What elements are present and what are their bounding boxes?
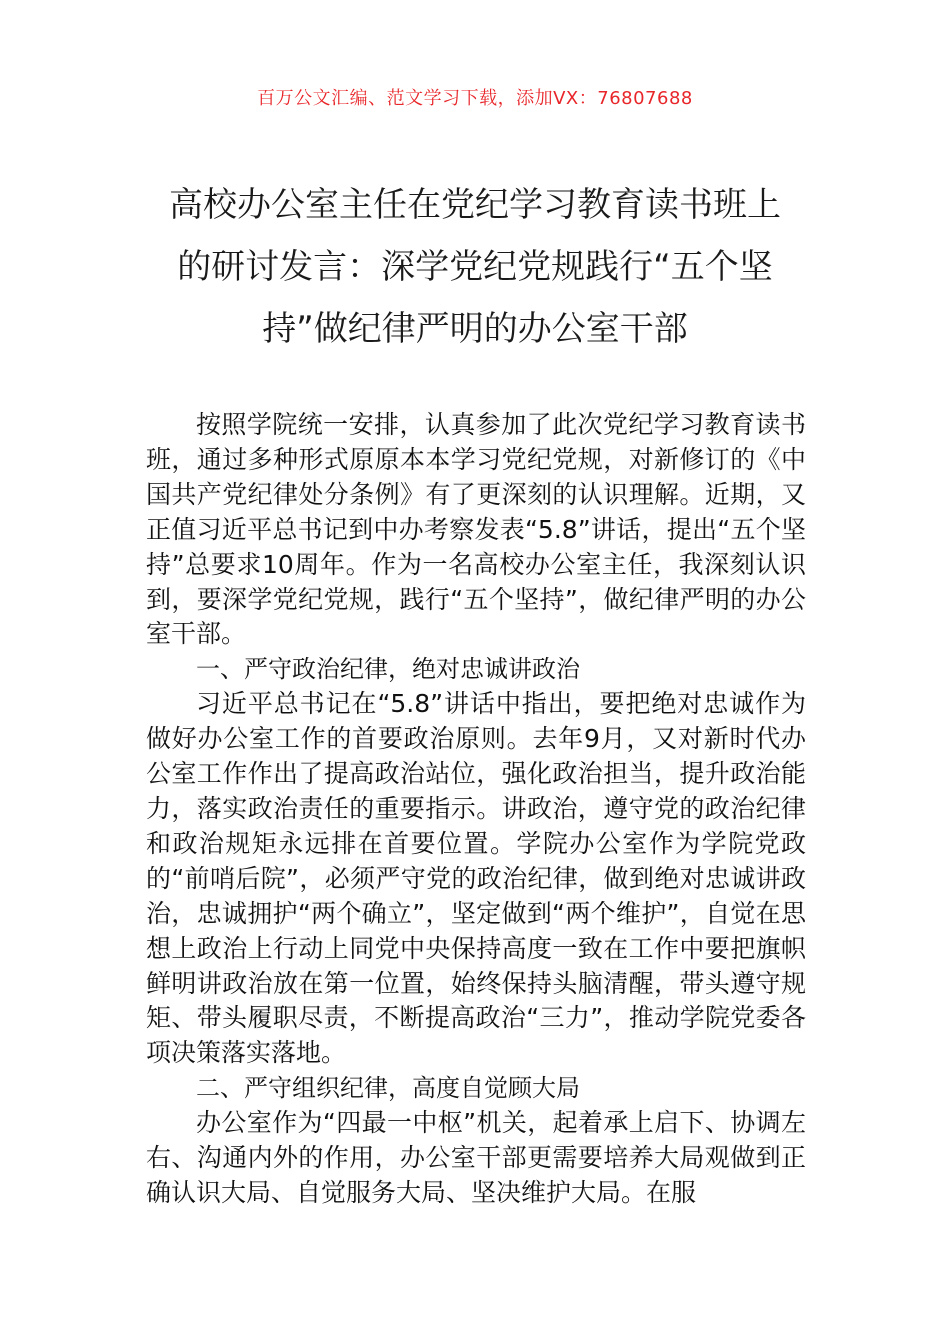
title-line-1: 高校办公室主任在党纪学习教育读书班上 <box>169 185 781 225</box>
title-line-3: 持”做纪律严明的办公室干部 <box>262 309 688 349</box>
title-line-2: 的研讨发言：深学党纪党规践行“五个坚 <box>177 247 773 287</box>
section-heading-2: 二、严守组织纪律，高度自觉顾大局 <box>196 1074 580 1103</box>
document-title <box>130 174 820 360</box>
watermark-header: 百万公文汇编、范文学习下载，添加VX：76807688 <box>257 88 693 109</box>
section-paragraph-1: 习近平总书记在“5.8”讲话中指出，要把绝对忠诚作为做好办公室工作的首要政治原则。去年9月，又对新时代办公室工作作出了提高政治站位，强化政治担当，提升政治能力，落实政治责任的重要指示。讲政治，遵守党的政治纪律和政治规矩永远排在首要位置。学院办公室作为学院党政的“前哨后院”，必须严守党的政治纪律，做到绝对忠诚讲政治，忠诚拥护“两个确立”，坚定做到“两个维护”，自觉在思想上政治上行动上同党中央保持高度一致在工作中要把旗帜鲜明讲政治放在第一位置，始终保持头脑清醒，带头遵守规矩、带头履职尽责，不断提高政治“三力”，推动学院党委各项决策落实落地。 <box>146 689 806 1068</box>
intro-paragraph: 按照学院统一安排，认真参加了此次党纪学习教育读书班，通过多种形式原原本本学习党纪党规，对新修订的《中国共产党纪律处分条例》有了更深刻的认识理解。近期，又正值习近平总书记到中办考察发表“5.8”讲话，提出“五个坚持”总要求10周年。作为一名高校办公室主任，我深刻认识到，要深学党纪党规，践行“五个坚持”，做纪律严明的办公室干部。 <box>146 410 806 649</box>
section-paragraph-2: 办公室作为“四最一中枢”机关，起着承上启下、协调左右、沟通内外的作用，办公室干部更需要培养大局观做到正确认识大局、自觉服务大局、坚决维护大局。在服 <box>146 1108 806 1207</box>
document-body <box>146 408 806 1211</box>
section-heading-1: 一、严守政治纪律，绝对忠诚讲政治 <box>196 655 580 684</box>
